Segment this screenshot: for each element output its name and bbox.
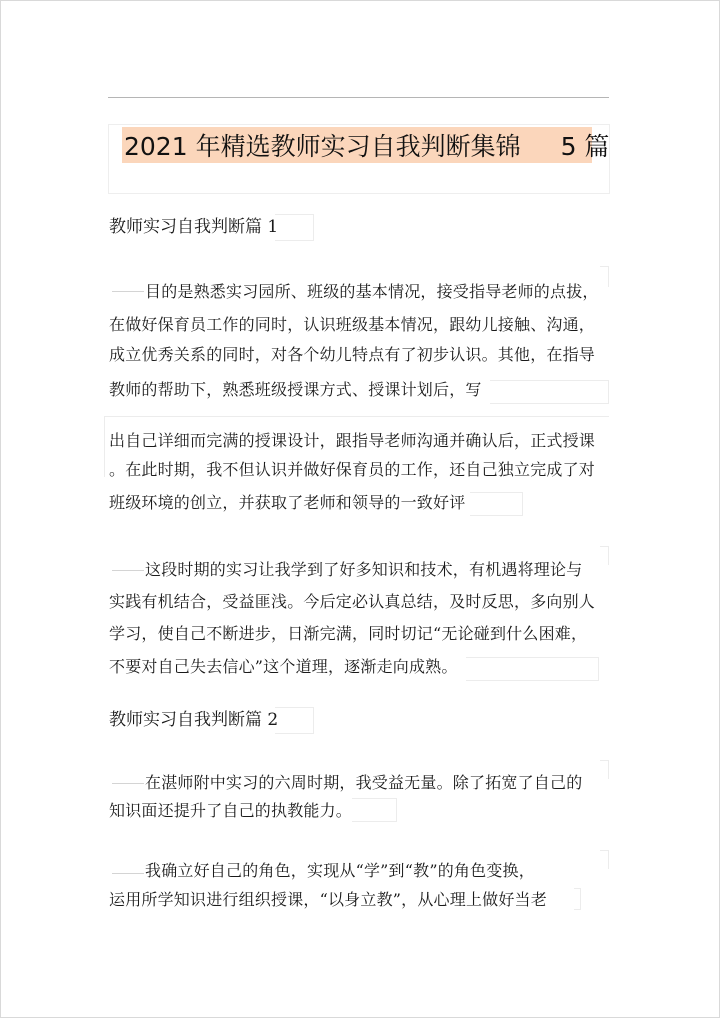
- section-heading-1: 教师实习自我判断篇 1: [109, 217, 279, 237]
- text-line: 班级环境的创立，并获取了老师和领导的一致好评: [109, 493, 466, 512]
- indent-mark: [112, 873, 144, 874]
- text-frame: [600, 760, 609, 779]
- heading-frame: [275, 707, 314, 734]
- heading-frame: [275, 214, 314, 241]
- text-line: 。在此时期，我不但认识并做好保育员的工作，还自己独立完成了对: [109, 460, 596, 479]
- indent-mark: [112, 570, 144, 571]
- text-line: 出自己详细而完满的授课设计，跟指导老师沟通并确认后，正式授课: [109, 431, 596, 450]
- text-line: 在湛师附中实习的六周时期，我受益无量。除了拓宽了自己的: [145, 773, 583, 792]
- text-frame: [466, 657, 599, 681]
- text-line: 教师的帮助下，熟悉班级授课方式、授课计划后，写: [109, 380, 482, 399]
- text-line: 这段时期的实习让我学到了好多知识和技术，有机遇将理论与: [145, 560, 583, 579]
- text-line: 我确立好自己的角色，实现从“学”到“教”的角色变换，: [145, 861, 535, 880]
- text-frame: [574, 888, 581, 910]
- indent-mark: [112, 783, 144, 784]
- text-line: 目的是熟悉实习园所、班级的基本情况，接受指导老师的点拔，: [145, 282, 599, 301]
- text-line: 运用所学知识进行组织授课，“以身立教”，从心理上做好当老: [109, 890, 547, 909]
- title-main: 2021 年精选教师实习自我判断集锦: [124, 132, 521, 161]
- text-line: 学习，使自己不断进步，日渐完满，同时切记“无论碰到什么困难，: [109, 624, 588, 643]
- section-heading-2: 教师实习自我判断篇 2: [109, 710, 279, 730]
- text-frame: [352, 798, 397, 822]
- text-frame: [600, 546, 609, 565]
- text-frame: [600, 266, 609, 287]
- text-line: 在做好保育员工作的同时，认识班级基本情况，跟幼儿接触、沟通，: [109, 315, 596, 334]
- text-frame: [490, 380, 609, 404]
- text-line: 知识面还提升了自己的执教能力。: [109, 801, 353, 820]
- text-frame: [470, 492, 523, 516]
- text-line: 成立优秀关系的同时，对各个幼儿特点有了初步认识。其他，在指导: [109, 345, 596, 364]
- indent-mark: [112, 291, 144, 292]
- text-line: 实践有机结合，受益匪浅。今后定必认真总结，及时反思，多向别人: [109, 592, 596, 611]
- text-line: 不要对自己失去信心”这个道理，逐渐走向成熟。: [109, 657, 458, 676]
- header-rule: [108, 97, 609, 98]
- document-title: [124, 130, 609, 164]
- text-frame: [600, 850, 609, 869]
- title-suffix: 5 篇: [560, 132, 610, 161]
